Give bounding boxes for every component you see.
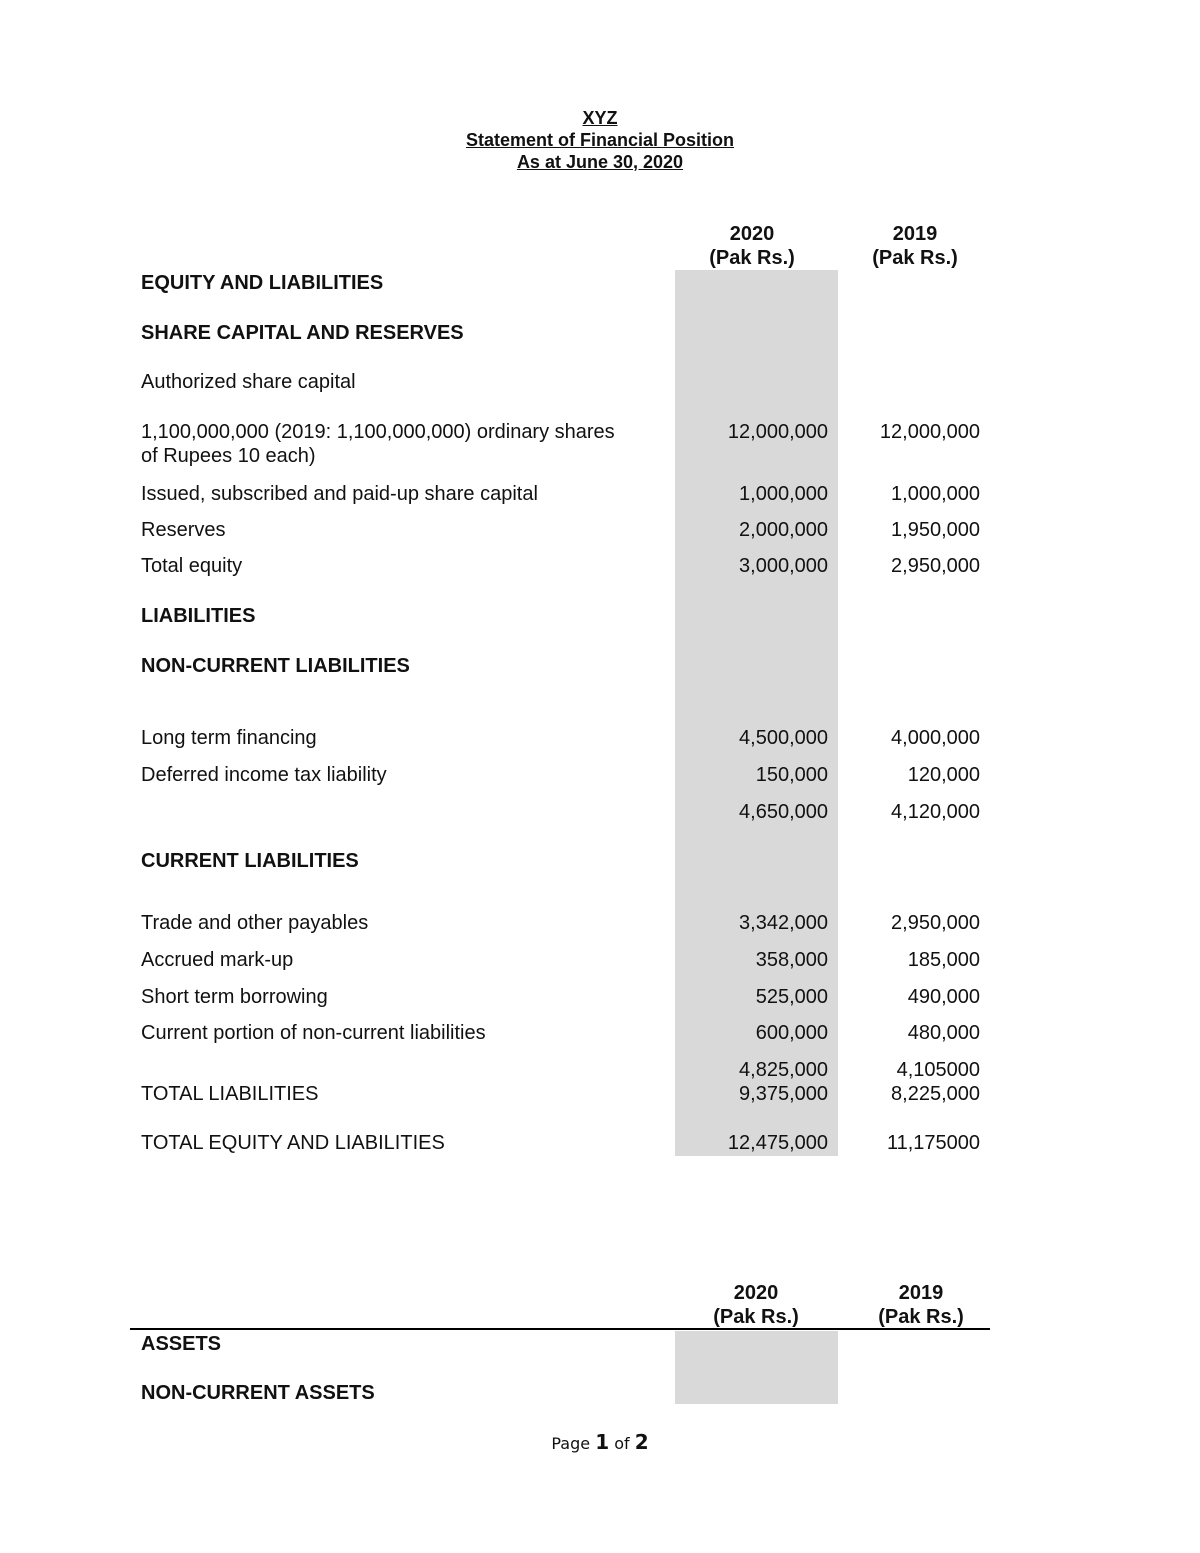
- non-current-liabilities-total-2020: 4,650,000: [739, 801, 828, 823]
- trade-payables-label: Trade and other payables: [141, 912, 369, 934]
- trade-payables-2020: 3,342,000: [739, 912, 828, 934]
- reserves-label: Reserves: [141, 519, 226, 541]
- col-header-2020: [682, 222, 822, 270]
- statement-date: As at June 30, 2020: [516, 152, 684, 172]
- deferred-tax-2020: 150,000: [755, 764, 828, 786]
- label-line-1: 1,100,000,000 (2019: 1,100,000,000) ordinary shares: [141, 421, 615, 443]
- total-equity-label: Total equity: [141, 555, 243, 577]
- long-term-financing-2019: 4,000,000: [891, 727, 980, 749]
- heading-liabilities: LIABILITIES: [141, 605, 256, 627]
- page-number: 1: [595, 1430, 610, 1454]
- current-liabilities-total-2020: 4,825,000: [739, 1059, 828, 1081]
- year-label: 2019: [892, 223, 938, 245]
- issued-capital-label: Issued, subscribed and paid-up share capital: [141, 483, 538, 505]
- authorized-share-capital-label: Authorized share capital: [141, 371, 356, 393]
- current-portion-2019: 480,000: [907, 1022, 980, 1044]
- short-term-borrowing-label: Short term borrowing: [141, 986, 328, 1008]
- currency-label: (Pak Rs.): [878, 1306, 964, 1328]
- accrued-markup-2020: 358,000: [755, 949, 828, 971]
- currency-label: (Pak Rs.): [713, 1306, 799, 1328]
- year-label: 2020: [729, 223, 775, 245]
- heading-non-current-liabilities: NON-CURRENT LIABILITIES: [141, 655, 410, 677]
- accrued-markup-label: Accrued mark-up: [141, 949, 294, 971]
- ordinary-shares-2019: 12,000,000: [879, 421, 980, 443]
- total-equity-liabilities-2019: 11,175000: [886, 1132, 980, 1154]
- company-name: XYZ: [582, 108, 618, 128]
- non-current-liabilities-total-2019: 4,120,000: [891, 801, 980, 823]
- page-word: Page: [551, 1434, 591, 1453]
- long-term-financing-label: Long term financing: [141, 727, 317, 749]
- short-term-borrowing-2020: 525,000: [755, 986, 828, 1008]
- current-portion-label: Current portion of non-current liabilities: [141, 1022, 486, 1044]
- year-label: 2019: [898, 1282, 944, 1304]
- heading-current-liabilities: CURRENT LIABILITIES: [141, 850, 359, 872]
- accrued-markup-2019: 185,000: [907, 949, 980, 971]
- shaded-column-2020-bottom: [675, 1331, 838, 1404]
- currency-label: (Pak Rs.): [709, 247, 795, 269]
- current-portion-2020: 600,000: [755, 1022, 828, 1044]
- total-equity-liabilities-2020: 12,475,000: [727, 1132, 828, 1154]
- heading-equity-liabilities: EQUITY AND LIABILITIES: [141, 272, 384, 294]
- page-footer: [0, 1429, 1200, 1457]
- reserves-2020: 2,000,000: [739, 519, 828, 541]
- year-label: 2020: [733, 1282, 779, 1304]
- total-equity-2019: 2,950,000: [891, 555, 980, 577]
- of-word: of: [614, 1434, 630, 1453]
- statement-title: Statement of Financial Position: [465, 130, 735, 150]
- heading-non-current-assets: NON-CURRENT ASSETS: [141, 1382, 375, 1404]
- deferred-tax-2019: 120,000: [907, 764, 980, 786]
- assets-col-header-2020: [686, 1281, 826, 1329]
- long-term-financing-2020: 4,500,000: [739, 727, 828, 749]
- ordinary-shares-label: [141, 420, 615, 468]
- deferred-tax-label: Deferred income tax liability: [141, 764, 387, 786]
- assets-header-rule: [130, 1328, 990, 1330]
- heading-assets: ASSETS: [141, 1333, 222, 1355]
- issued-capital-2020: 1,000,000: [739, 483, 828, 505]
- issued-capital-2019: 1,000,000: [891, 483, 980, 505]
- short-term-borrowing-2019: 490,000: [907, 986, 980, 1008]
- col-header-2019: [845, 222, 985, 270]
- label-line-2: of Rupees 10 each): [141, 445, 316, 467]
- total-equity-2020: 3,000,000: [739, 555, 828, 577]
- ordinary-shares-2020: 12,000,000: [727, 421, 828, 443]
- reserves-2019: 1,950,000: [891, 519, 980, 541]
- current-liabilities-total-2019: 4,105000: [896, 1059, 980, 1081]
- page-total: 2: [634, 1430, 649, 1454]
- total-liabilities-2019: 8,225,000: [891, 1083, 980, 1105]
- heading-share-capital: SHARE CAPITAL AND RESERVES: [141, 322, 464, 344]
- currency-label: (Pak Rs.): [872, 247, 958, 269]
- total-liabilities-label: TOTAL LIABILITIES: [141, 1083, 319, 1105]
- total-equity-liabilities-label: TOTAL EQUITY AND LIABILITIES: [141, 1132, 445, 1154]
- trade-payables-2019: 2,950,000: [891, 912, 980, 934]
- assets-col-header-2019: [851, 1281, 991, 1329]
- total-liabilities-2020: 9,375,000: [739, 1083, 828, 1105]
